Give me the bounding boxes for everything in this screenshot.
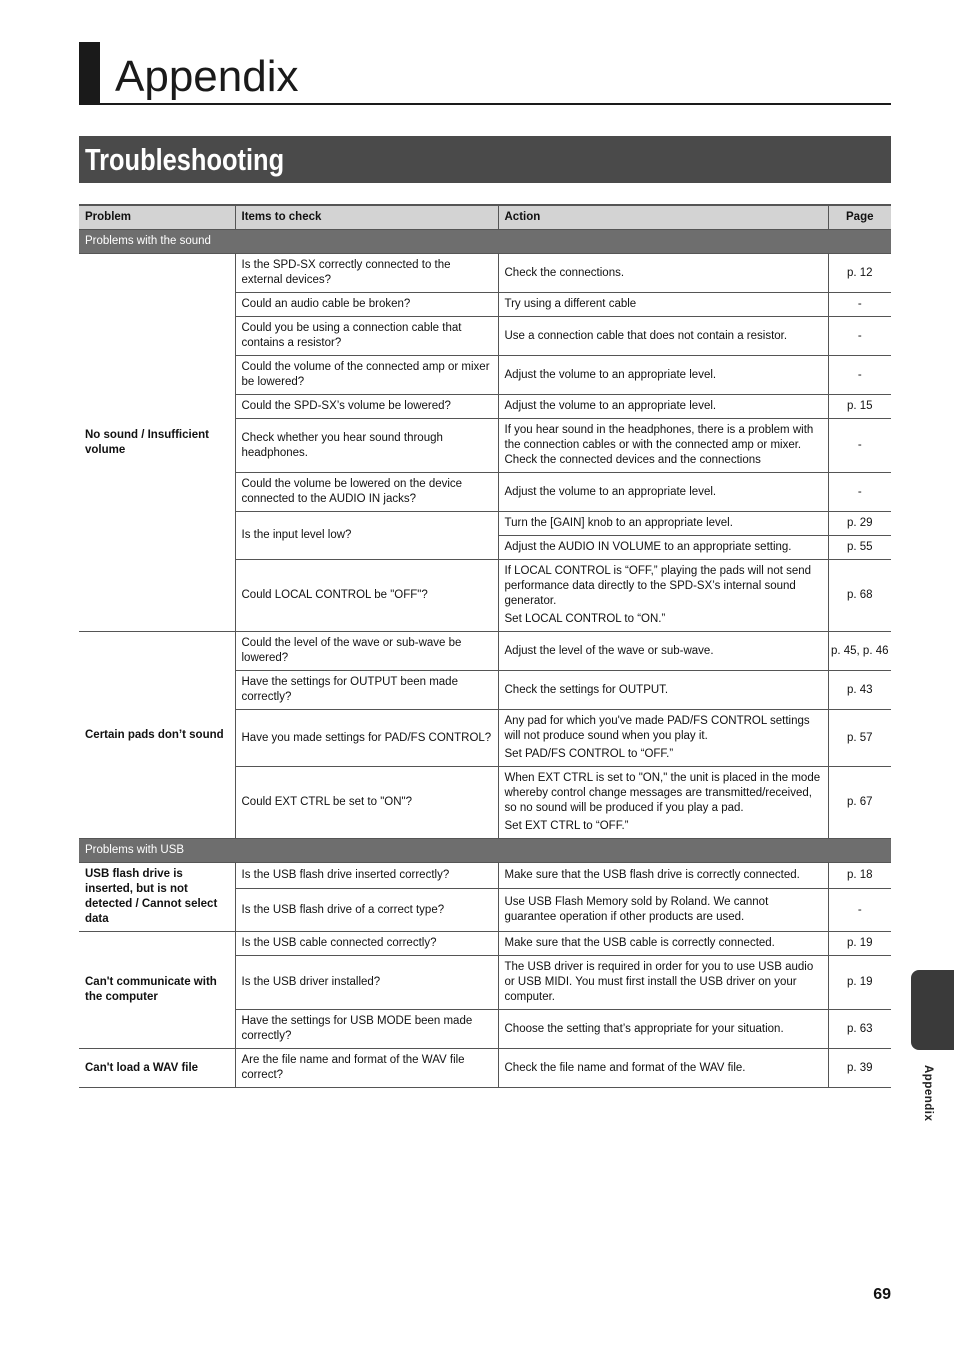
action-text: Make sure that the USB cable is correctly connected. — [504, 937, 775, 949]
action-text: Turn the [GAIN] knob to an appropriate level. — [504, 517, 733, 529]
side-tab — [911, 970, 954, 1050]
column-header: Page — [828, 205, 891, 230]
check-item-cell: Check whether you hear sound through headphones. — [235, 419, 498, 473]
check-item-cell: Have you made settings for PAD/FS CONTROL? — [235, 710, 498, 767]
page-ref: - — [828, 293, 891, 317]
action-text: The USB driver is required in order for you to use USB audio or USB MIDI. You must first install the USB driver on your computer. — [504, 961, 814, 1003]
check-item-cell: Is the input level low? — [235, 512, 498, 560]
action-cell — [498, 512, 828, 536]
action-cell — [498, 632, 828, 671]
chapter-bar — [79, 42, 100, 105]
action-cell — [498, 889, 828, 932]
page-ref: p. 45, p. 46 — [828, 632, 891, 671]
table-row — [79, 632, 891, 671]
action-text: Set EXT CTRL to “OFF.” — [504, 820, 629, 832]
check-item-cell: Have the settings for USB MODE been made correctly? — [235, 1010, 498, 1049]
check-item-cell: Could you be using a connection cable that contains a resistor? — [235, 317, 498, 356]
action-cell — [498, 932, 828, 956]
problem-cell: No sound / Insufficient volume — [79, 254, 235, 632]
table-row — [79, 1049, 891, 1088]
troubleshooting-table — [79, 204, 891, 1088]
section-title: Troubleshooting — [85, 142, 285, 177]
check-item-cell: Could the level of the wave or sub-wave be lowered? — [235, 632, 498, 671]
page-ref: p. 68 — [828, 560, 891, 632]
action-cell — [498, 395, 828, 419]
action-text: Adjust the volume to an appropriate level. — [504, 400, 717, 412]
action-text: Check the file name and format of the WAV file. — [504, 1061, 746, 1074]
check-item-cell: Have the settings for OUTPUT been made correctly? — [235, 671, 498, 710]
action-text: Try using a different cable — [504, 298, 637, 310]
table-row — [79, 863, 891, 889]
column-header: Action — [498, 205, 828, 230]
action-text: Set LOCAL CONTROL to “ON.” — [504, 613, 666, 625]
action-cell — [498, 317, 828, 356]
section-title: Problems with USB — [79, 839, 891, 863]
problem-cell: Can't communicate with the computer — [79, 932, 235, 1049]
section-title: Problems with the sound — [79, 230, 891, 254]
action-cell — [498, 767, 828, 839]
action-text: Adjust the volume to an appropriate level. — [504, 368, 717, 381]
page-ref: p. 63 — [828, 1010, 891, 1049]
check-item-cell: Is the USB flash drive of a correct type? — [235, 889, 498, 932]
page-ref: - — [828, 419, 891, 473]
action-text: Check the settings for OUTPUT. — [504, 683, 669, 696]
page-ref: - — [828, 889, 891, 932]
action-cell — [498, 1049, 828, 1088]
column-header: Problem — [79, 205, 235, 230]
section-banner — [79, 136, 891, 183]
side-tab-label: Appendix — [922, 1065, 934, 1122]
page-ref: p. 29 — [828, 512, 891, 536]
action-cell — [498, 356, 828, 395]
check-item-cell: Could EXT CTRL be set to "ON"? — [235, 767, 498, 839]
action-cell — [498, 254, 828, 293]
action-text: When EXT CTRL is set to "ON," the unit is placed in the mode whereby control change messages are transmitted/received, so no sound will be produced if you play a pad. — [504, 772, 821, 814]
check-item-cell: Could LOCAL CONTROL be "OFF"? — [235, 560, 498, 632]
chapter-rule — [79, 103, 891, 105]
action-cell — [498, 536, 828, 560]
table-row — [79, 932, 891, 956]
page-ref: p. 18 — [828, 863, 891, 889]
page-ref: p. 43 — [828, 671, 891, 710]
check-item-cell: Could the volume of the connected amp or mixer be lowered? — [235, 356, 498, 395]
action-cell — [498, 863, 828, 889]
action-cell — [498, 419, 828, 473]
action-text: If you hear sound in the headphones, there is a problem with the connection cables or with the connected amp or mixer. Check the connected devices and the connections — [504, 424, 814, 466]
page-ref: - — [828, 317, 891, 356]
check-item-cell: Are the file name and format of the WAV file correct? — [235, 1049, 498, 1088]
action-text: If LOCAL CONTROL is “OFF,” playing the pads will not send performance data directly to the SPD-SX’s internal sound generator. — [504, 565, 812, 607]
action-text: Choose the setting that’s appropriate for your situation. — [504, 1022, 784, 1035]
section-row — [79, 839, 891, 863]
problem-cell: Can't load a WAV file — [79, 1049, 235, 1088]
check-item-cell: Could the SPD-SX’s volume be lowered? — [235, 395, 498, 419]
chapter-header — [79, 42, 891, 105]
check-item-cell: Could the volume be lowered on the device connected to the AUDIO IN jacks? — [235, 473, 498, 512]
action-cell — [498, 956, 828, 1010]
action-text: Adjust the level of the wave or sub-wave. — [504, 644, 714, 657]
page-number: 69 — [873, 1286, 891, 1303]
action-text: Set PAD/FS CONTROL to “OFF.” — [504, 748, 674, 760]
problem-cell: USB flash drive is inserted, but is not detected / Cannot select data — [79, 863, 235, 932]
page-ref: p. 57 — [828, 710, 891, 767]
check-item-cell: Could an audio cable be broken? — [235, 293, 498, 317]
action-cell — [498, 671, 828, 710]
action-text: Any pad for which you've made PAD/FS CONTROL settings will not produce sound when you play it. — [504, 715, 810, 742]
problem-cell: Certain pads don’t sound — [79, 632, 235, 839]
action-cell — [498, 473, 828, 512]
action-text: Make sure that the USB flash drive is correctly connected. — [504, 869, 800, 882]
action-text: Adjust the AUDIO IN VOLUME to an appropriate setting. — [504, 541, 792, 553]
action-cell — [498, 710, 828, 767]
check-item-cell: Is the USB flash drive inserted correctly? — [235, 863, 498, 889]
page-ref: p. 12 — [828, 254, 891, 293]
action-text: Check the connections. — [504, 266, 625, 279]
page-ref: - — [828, 473, 891, 512]
action-text: Use USB Flash Memory sold by Roland. We cannot guarantee operation if other products are used. — [504, 896, 769, 924]
section-row — [79, 230, 891, 254]
chapter-title: Appendix — [115, 52, 299, 101]
page-ref: p. 67 — [828, 767, 891, 839]
table-row — [79, 254, 891, 293]
action-text: Adjust the volume to an appropriate level. — [504, 485, 717, 498]
action-text: Use a connection cable that does not contain a resistor. — [504, 329, 788, 342]
page-ref: p. 55 — [828, 536, 891, 560]
column-header: Items to check — [235, 205, 498, 230]
check-item-cell: Is the USB cable connected correctly? — [235, 932, 498, 956]
check-item-cell: Is the SPD-SX correctly connected to the external devices? — [235, 254, 498, 293]
table-header-row — [79, 205, 891, 230]
action-cell — [498, 293, 828, 317]
page-ref: p. 19 — [828, 956, 891, 1010]
page-ref: - — [828, 356, 891, 395]
page-ref: p. 19 — [828, 932, 891, 956]
page-ref: p. 15 — [828, 395, 891, 419]
page-ref: p. 39 — [828, 1049, 891, 1088]
action-cell — [498, 1010, 828, 1049]
check-item-cell: Is the USB driver installed? — [235, 956, 498, 1010]
action-cell — [498, 560, 828, 632]
table-body — [79, 230, 891, 1088]
